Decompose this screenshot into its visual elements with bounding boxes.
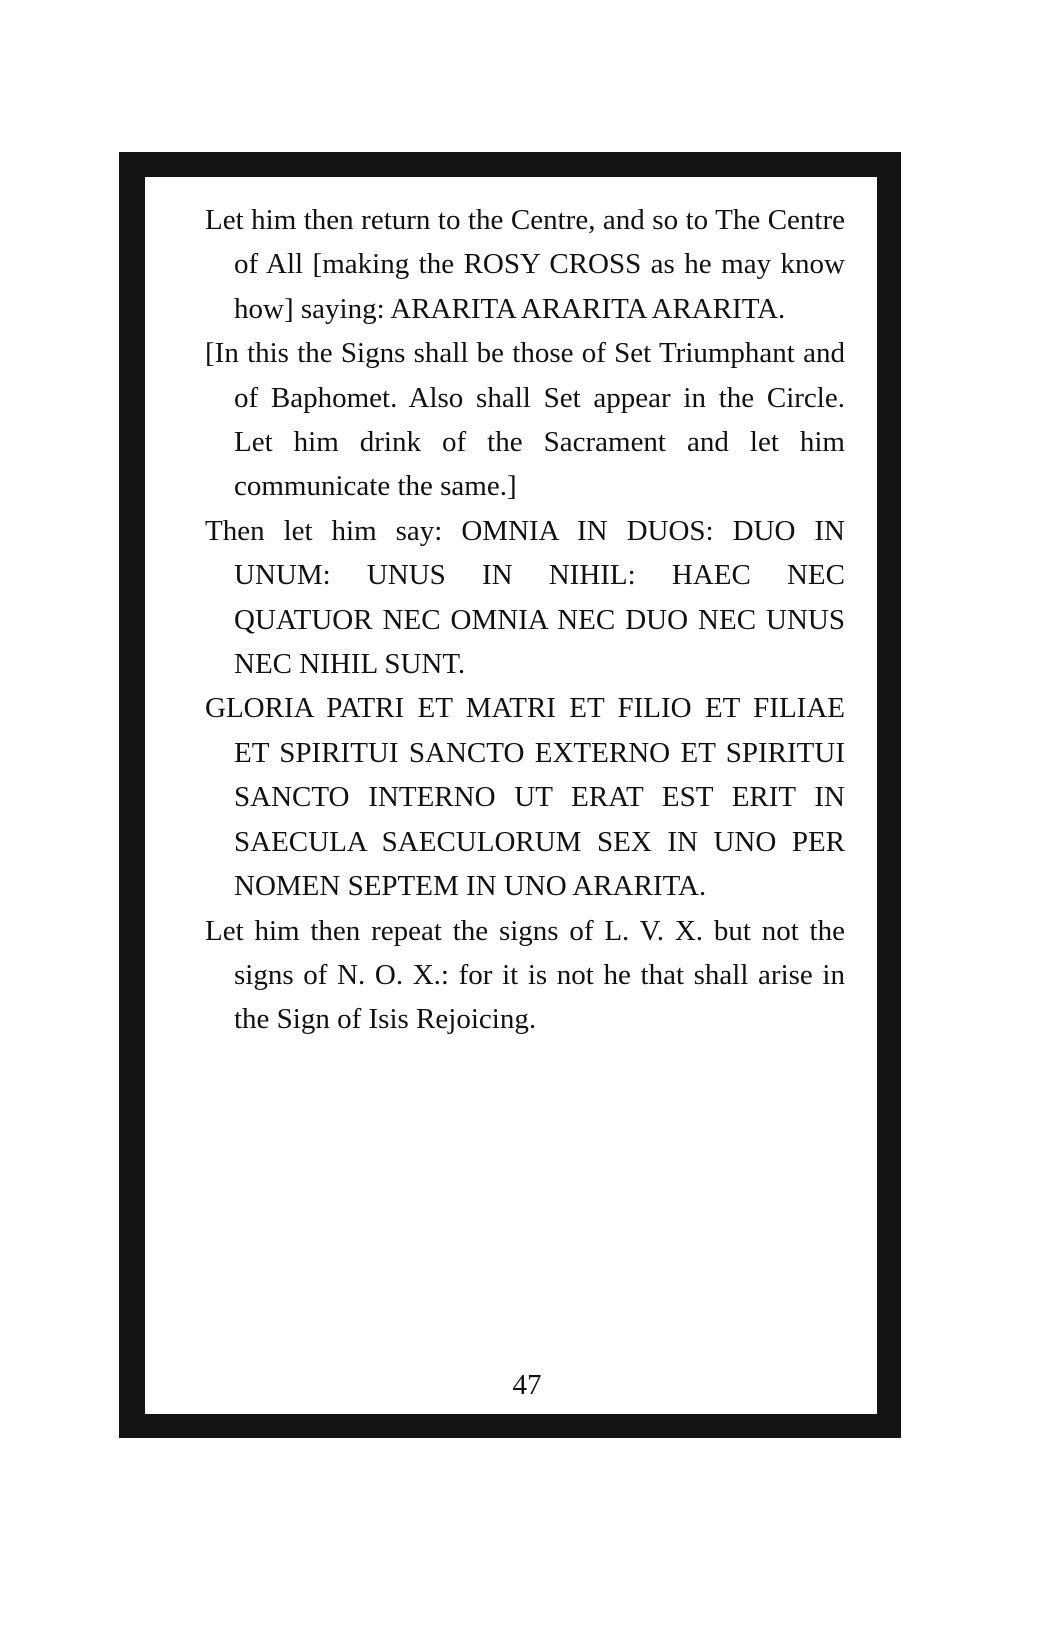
paragraph-return-to-centre: Let him then return to the Centre, and so to The Centre of All [making the ROSY CROSS as he may know how] saying: ARARITA ARARITA ARARITA. [205, 204, 845, 325]
page-number: 47 [512, 1369, 542, 1401]
paragraph-omnia-in-duos: Then let him say: OMNIA IN DUOS: DUO IN UNUM: UNUS IN NIHIL: HAEC NEC QUATUOR NEC OMNIA NEC DUO NEC UNUS NEC NIHIL SUNT. [205, 514, 845, 681]
paragraph-gloria-patri: GLORIA PATRI ET MATRI ET FILIO ET FILIAE ET SPIRITUI SANCTO EXTERNO ET SPIRITUI SANCTO INTERNO UT ERAT EST ERIT IN SAECULA SAECULORUM SEX IN UNO PER NOMEN SEPTEM IN UNO ARARITA. [205, 692, 845, 903]
page-body-text [205, 198, 845, 1042]
paragraph-signs-of-set: [In this the Signs shall be those of Set Triumphant and of Baphomet. Also shall Set appear in the Circle. Let him drink of the Sacrament and let him communicate the same.] [205, 337, 845, 503]
paragraph-signs-of-lvx: Let him then repeat the signs of L. V. X. but not the signs of N. O. X.: for it is not he that shall arise in the Sign of Isis Rejoicing. [205, 914, 845, 1036]
